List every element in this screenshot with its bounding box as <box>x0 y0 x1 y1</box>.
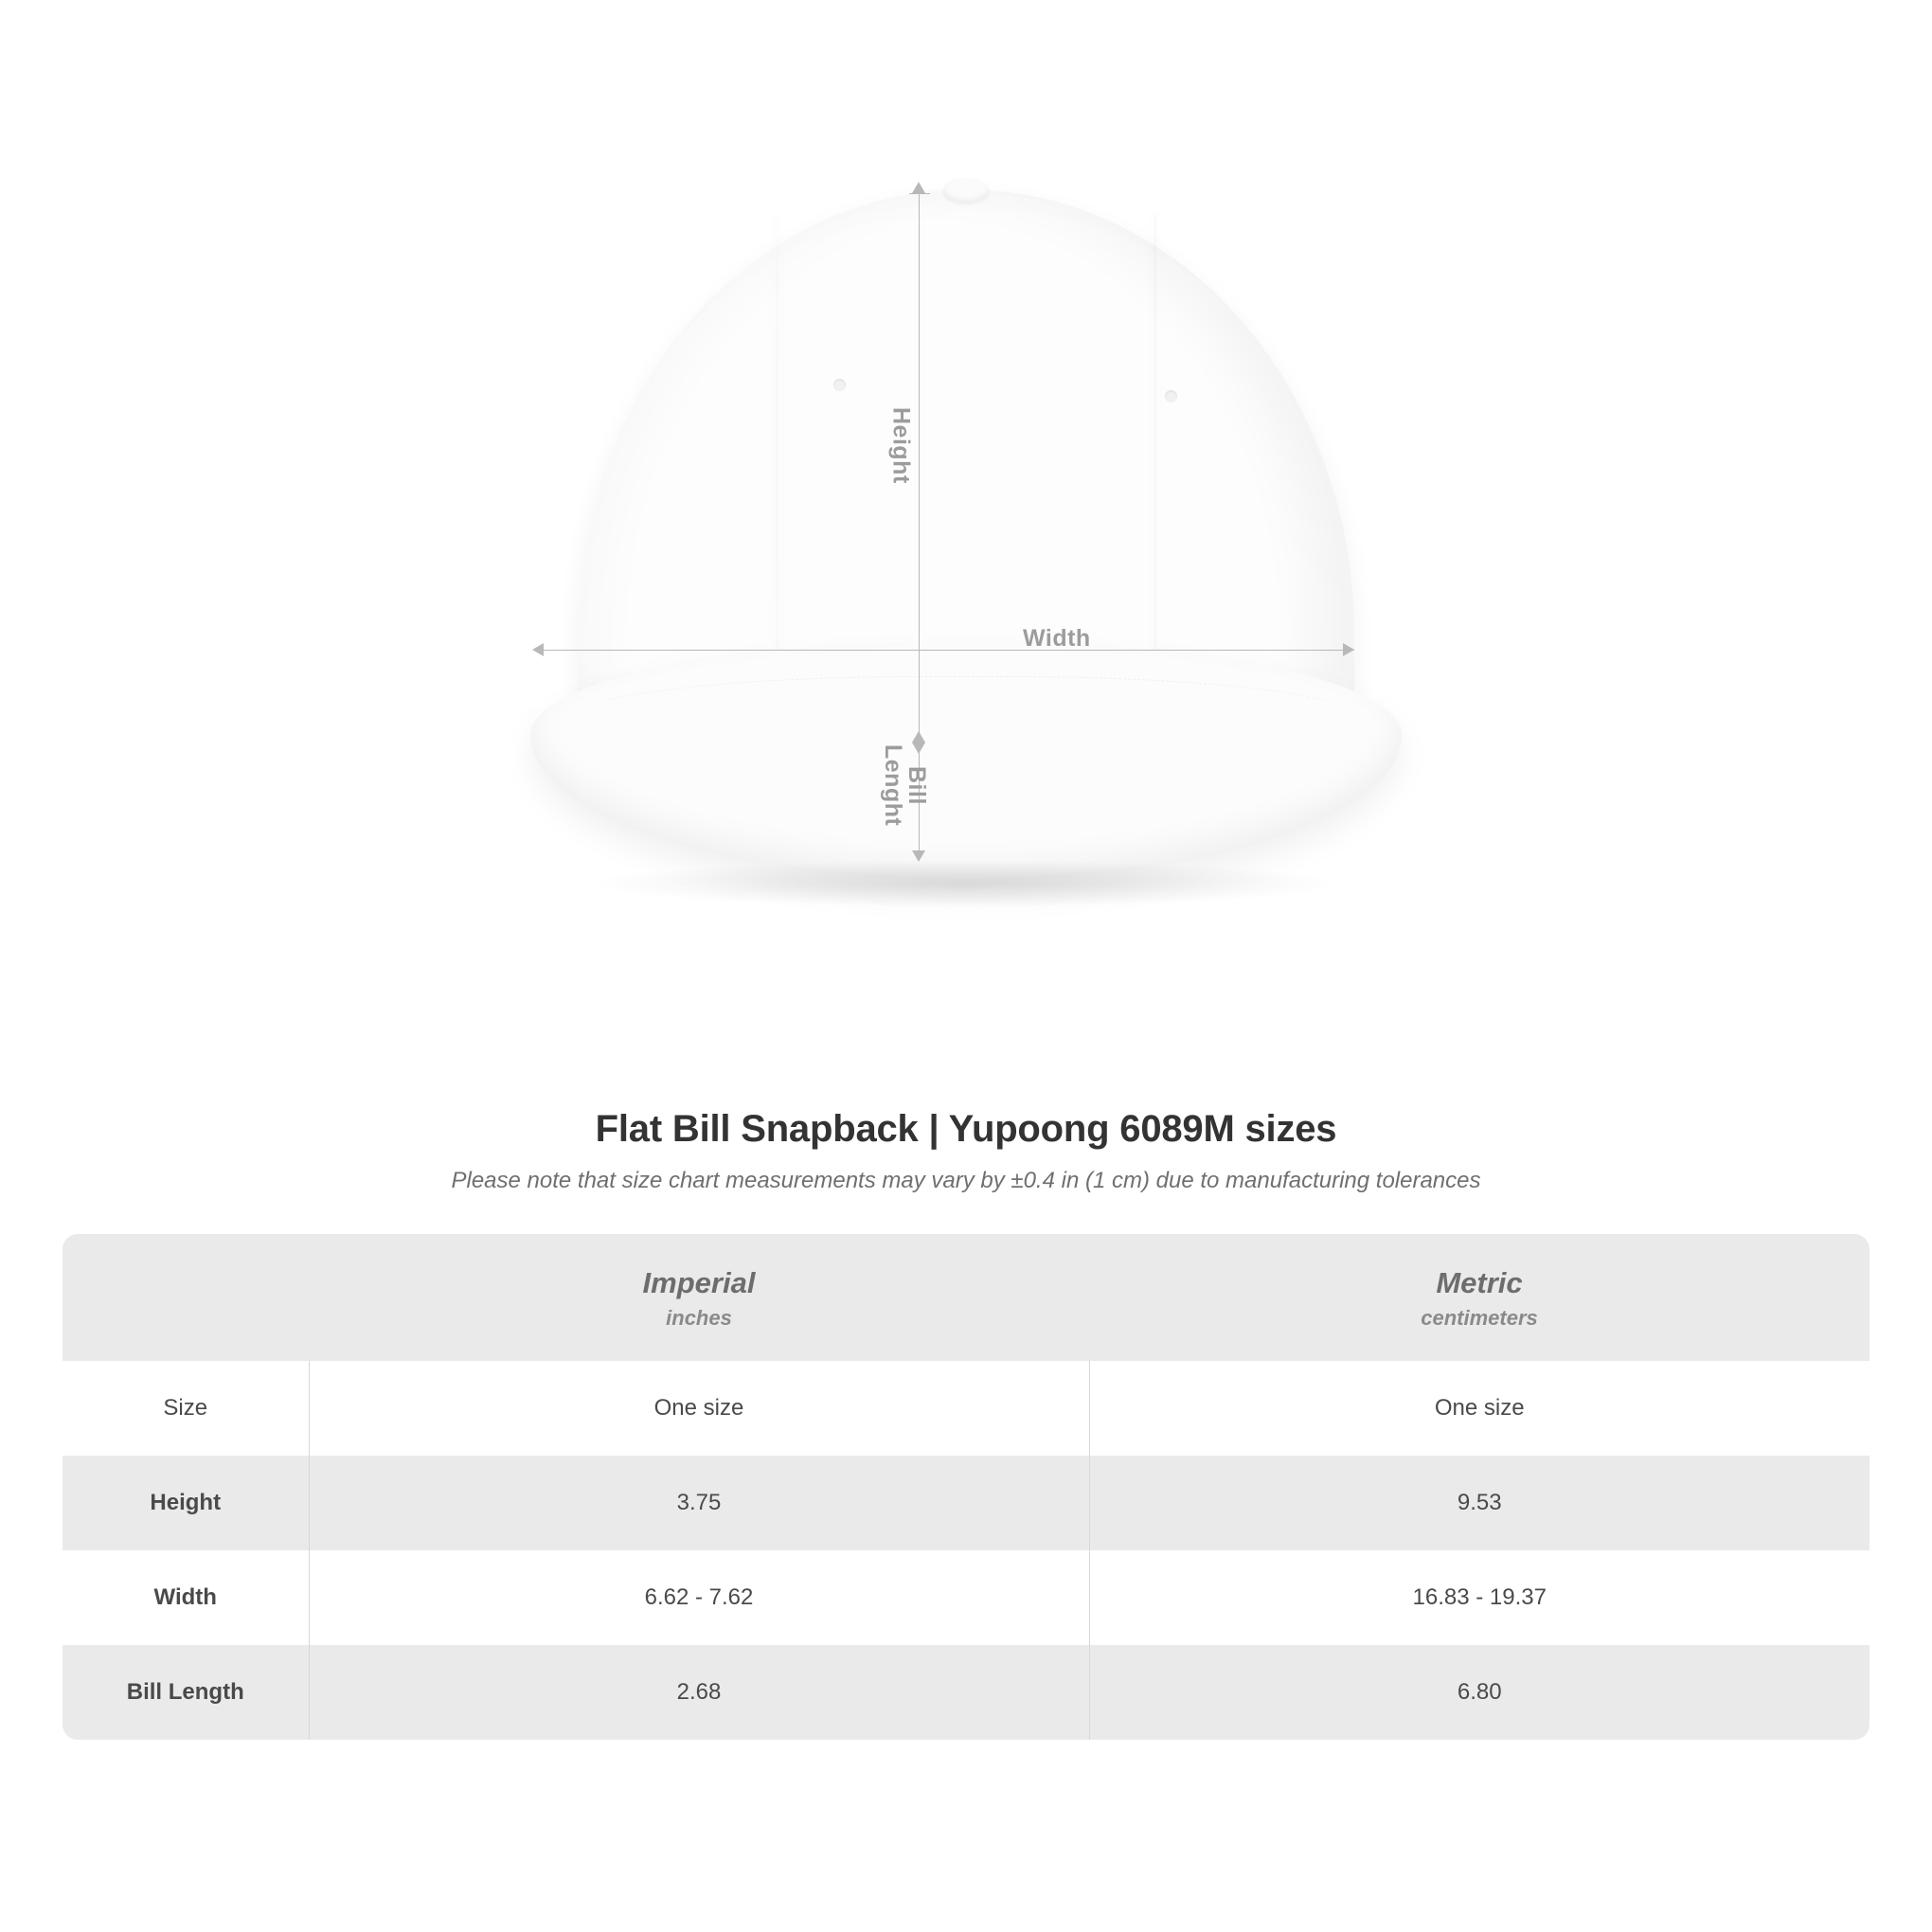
crown-seam-right <box>1154 214 1155 716</box>
crown-seam-left <box>777 214 778 716</box>
table-header-row <box>63 1234 1869 1361</box>
cell-bill-length-imperial: 2.68 <box>309 1645 1089 1740</box>
imperial-unit-name: Imperial <box>642 1266 756 1299</box>
row-label-bill-length: Bill Length <box>63 1645 309 1740</box>
eyelet-right-icon <box>1165 390 1177 402</box>
cap-image <box>530 170 1402 966</box>
cap-crown <box>578 189 1354 720</box>
height-tick-top <box>909 193 930 194</box>
width-arrow-right-icon <box>1343 643 1354 656</box>
bill-length-label <box>881 744 928 826</box>
row-label-width: Width <box>63 1550 309 1645</box>
cell-size-imperial: One size <box>309 1361 1089 1456</box>
cap-brim <box>530 644 1402 881</box>
bill-length-arrow-top-icon <box>912 731 925 742</box>
bill-length-label-line1: Bill <box>903 765 930 805</box>
eyelet-left-icon <box>833 379 846 391</box>
size-chart-table-wrap <box>63 1234 1869 1740</box>
size-chart-note: Please note that size chart measurements may vary by ±0.4 in (1 cm) due to manufacturing tolerances <box>451 1168 1481 1193</box>
row-label-height: Height <box>63 1456 309 1550</box>
cap-drop-shadow <box>587 860 1345 907</box>
cap-top-button <box>943 178 989 203</box>
height-label: Height <box>887 407 915 484</box>
width-label: Width <box>1023 625 1091 652</box>
metric-unit-sub: centimeters <box>1421 1306 1538 1330</box>
imperial-unit-sub: inches <box>666 1306 732 1330</box>
size-chart-table <box>63 1234 1869 1740</box>
bill-length-label-line2: Lenght <box>880 744 906 827</box>
width-arrow-left-icon <box>532 643 544 656</box>
bill-length-arrow-bottom-icon <box>912 850 925 862</box>
title-block <box>0 1108 1932 1194</box>
cell-width-imperial: 6.62 - 7.62 <box>309 1550 1089 1645</box>
width-measure-line <box>544 650 1354 651</box>
table-row <box>63 1550 1869 1645</box>
table-row <box>63 1361 1869 1456</box>
brim-stitching <box>566 676 1366 791</box>
table-row <box>63 1645 1869 1740</box>
height-arrow-top-icon <box>912 182 925 193</box>
cell-width-metric: 16.83 - 19.37 <box>1089 1550 1869 1645</box>
table-header-imperial <box>309 1234 1089 1361</box>
cell-height-metric: 9.53 <box>1089 1456 1869 1550</box>
row-label-size: Size <box>63 1361 309 1456</box>
cell-size-metric: One size <box>1089 1361 1869 1456</box>
cell-bill-length-metric: 6.80 <box>1089 1645 1869 1740</box>
table-header-blank <box>63 1234 309 1361</box>
metric-unit-name: Metric <box>1436 1266 1523 1299</box>
height-measure-line <box>919 193 920 752</box>
page-title: Flat Bill Snapback | Yupoong 6089M sizes <box>595 1108 1337 1150</box>
table-row <box>63 1456 1869 1550</box>
table-header-metric <box>1089 1234 1869 1361</box>
cell-height-imperial: 3.75 <box>309 1456 1089 1550</box>
